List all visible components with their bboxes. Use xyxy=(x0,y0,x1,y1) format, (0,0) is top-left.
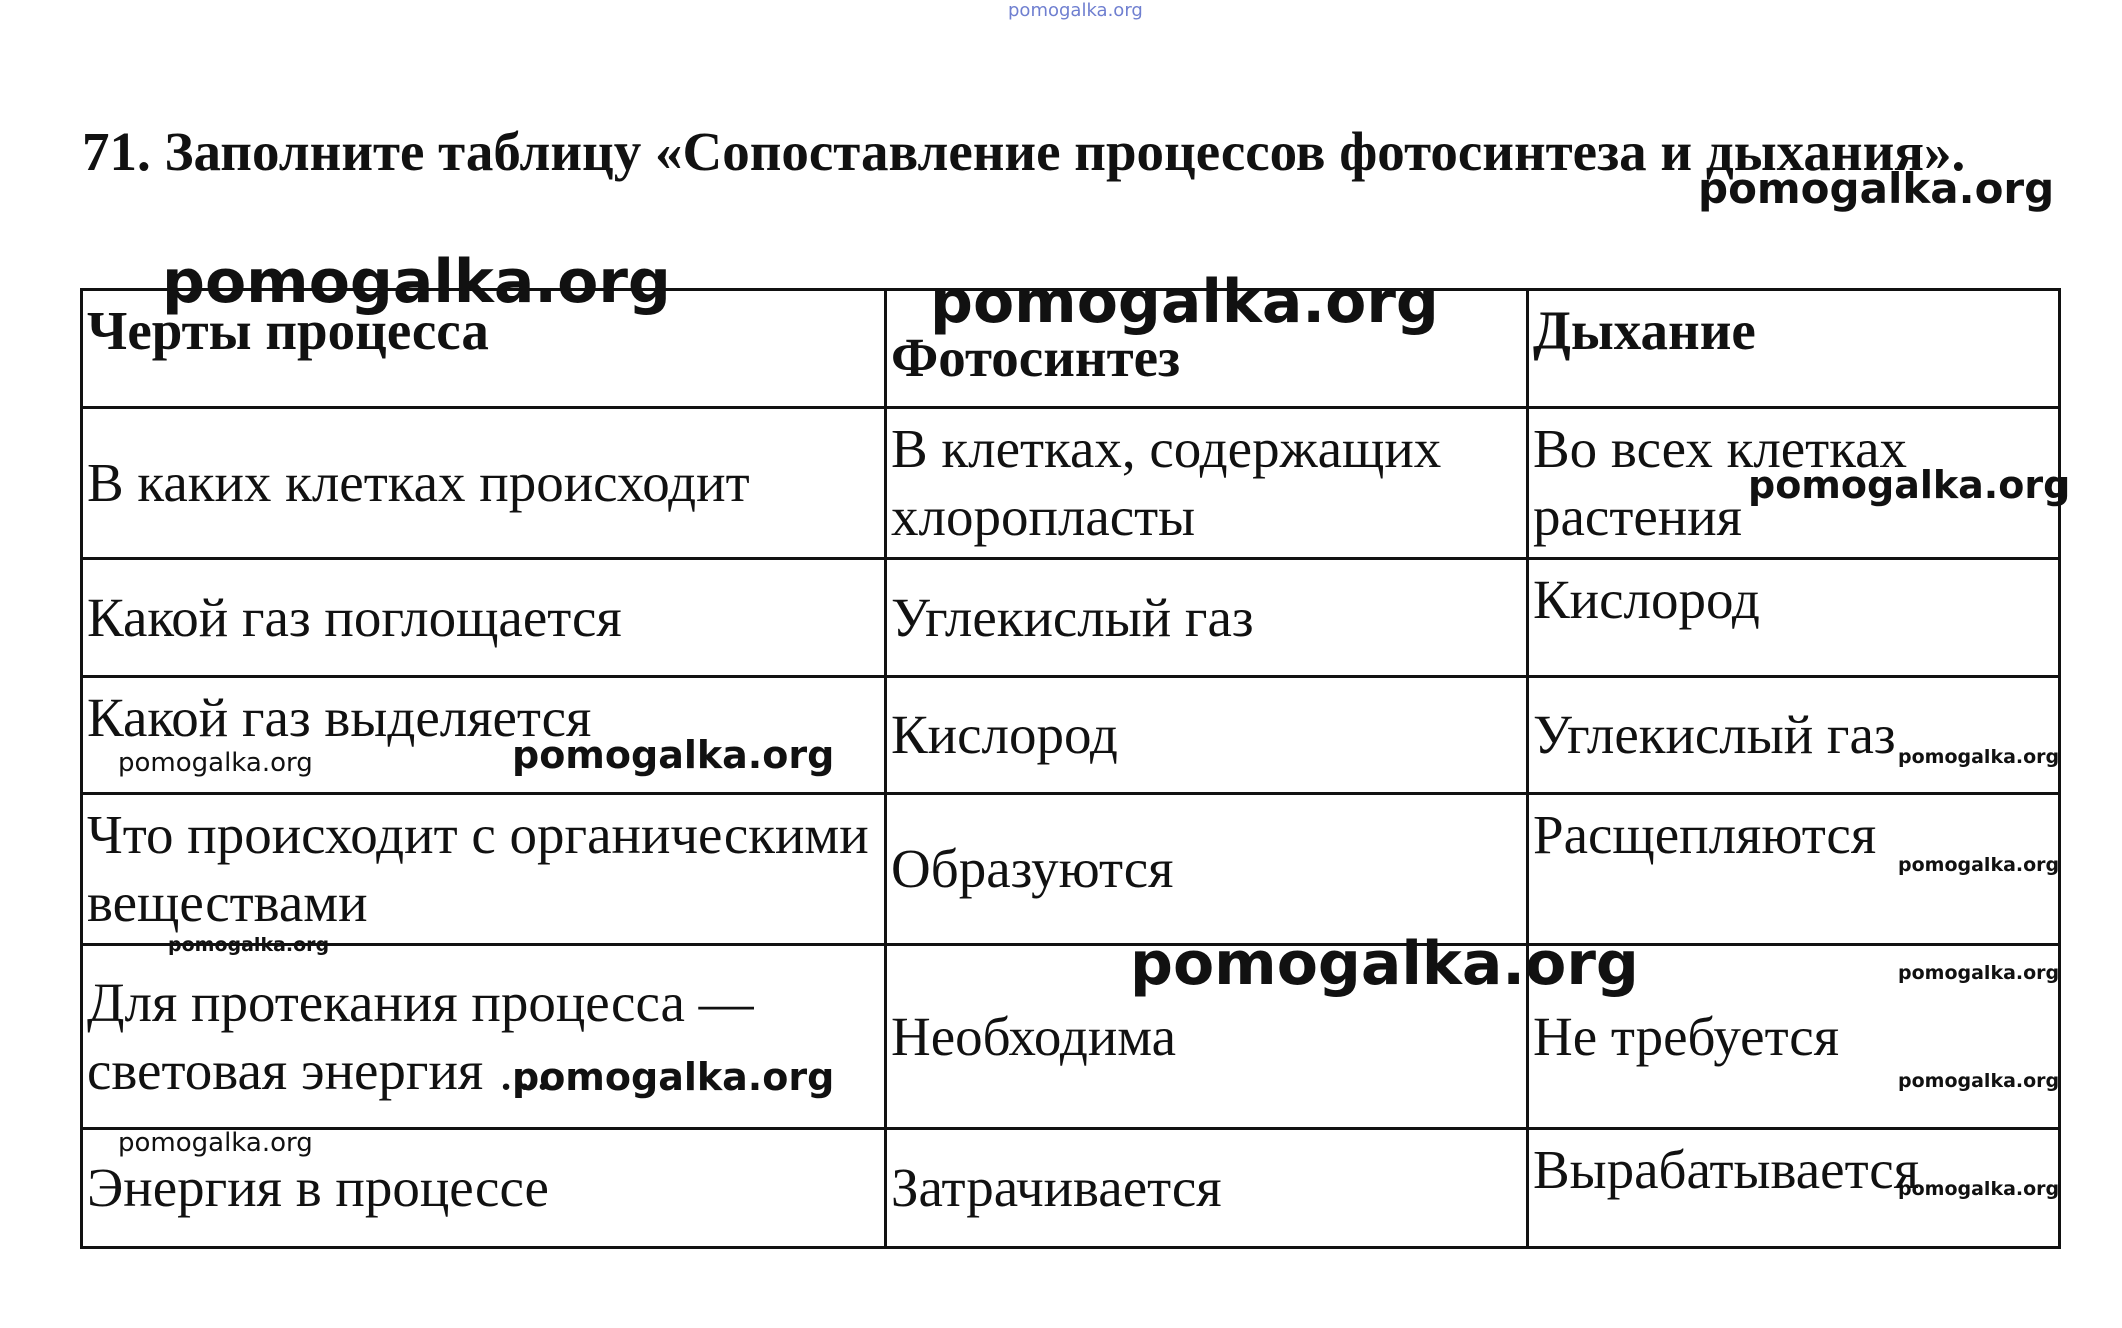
table-row xyxy=(82,677,2060,794)
table-cell: Какой газ выделяется xyxy=(82,677,886,794)
table-cell: В клетках, содержащих хлоропласты xyxy=(886,408,1528,559)
watermark-text: pomogalka.org xyxy=(930,267,1439,337)
table-cell: Для протекания процесса — световая энергия … xyxy=(82,945,886,1129)
watermark-text: pomogalka.org xyxy=(512,1055,835,1099)
table-cell: Не требуется xyxy=(1528,945,2060,1129)
table-cell: Углекислый газ xyxy=(1528,677,2060,794)
comparison-table xyxy=(80,288,2061,1249)
watermark-text: pomogalka.org xyxy=(168,934,330,956)
table-cell: Образуются xyxy=(886,794,1528,945)
table-row xyxy=(82,794,2060,945)
table-row xyxy=(82,945,2060,1129)
header-features: Черты процесса xyxy=(82,290,886,408)
watermark-text: pomogalka.org xyxy=(162,247,671,317)
table-cell: Какой газ поглощается xyxy=(82,559,886,677)
header-photosynthesis: Фотосинтез xyxy=(886,290,1528,408)
watermark-text: pomogalka.org xyxy=(1698,164,2055,213)
table-cell: Энергия в процессе xyxy=(82,1129,886,1248)
watermark-text: pomogalka.org xyxy=(1008,0,1143,21)
table-cell: Во всех клетках растения xyxy=(1528,408,2060,559)
table-cell: Кислород xyxy=(1528,559,2060,677)
watermark-text: pomogalka.org xyxy=(1898,854,2060,876)
table-row xyxy=(82,1129,2060,1248)
watermark-text: pomogalka.org xyxy=(1898,1070,2060,1092)
header-respiration: Дыхание xyxy=(1528,290,2060,408)
watermark-text: pomogalka.org xyxy=(1130,929,1639,999)
table-cell: Расщепляются xyxy=(1528,794,2060,945)
watermark-text: pomogalka.org xyxy=(1898,962,2060,984)
table-cell: В каких клетках происходит xyxy=(82,408,886,559)
table-cell: Необходима xyxy=(886,945,1528,1129)
watermark-text: pomogalka.org xyxy=(1898,746,2060,768)
watermark-text: pomogalka.org xyxy=(1748,463,2071,507)
table-cell: Что происходит с органическими веществами xyxy=(82,794,886,945)
table-cell: Затрачивается xyxy=(886,1129,1528,1248)
table-cell: Кислород xyxy=(886,677,1528,794)
watermark-text: pomogalka.org xyxy=(1898,1178,2060,1200)
watermark-text: pomogalka.org xyxy=(118,1128,313,1158)
table-row xyxy=(82,559,2060,677)
task-title: 71. Заполните таблицу «Сопоставление процессов фотосинтеза и дыхания». xyxy=(82,121,1966,182)
watermark-text: pomogalka.org xyxy=(512,733,835,777)
table-cell: Углекислый газ xyxy=(886,559,1528,677)
table-cell: Вырабатывается xyxy=(1528,1129,2060,1248)
watermark-text: pomogalka.org xyxy=(118,748,313,778)
